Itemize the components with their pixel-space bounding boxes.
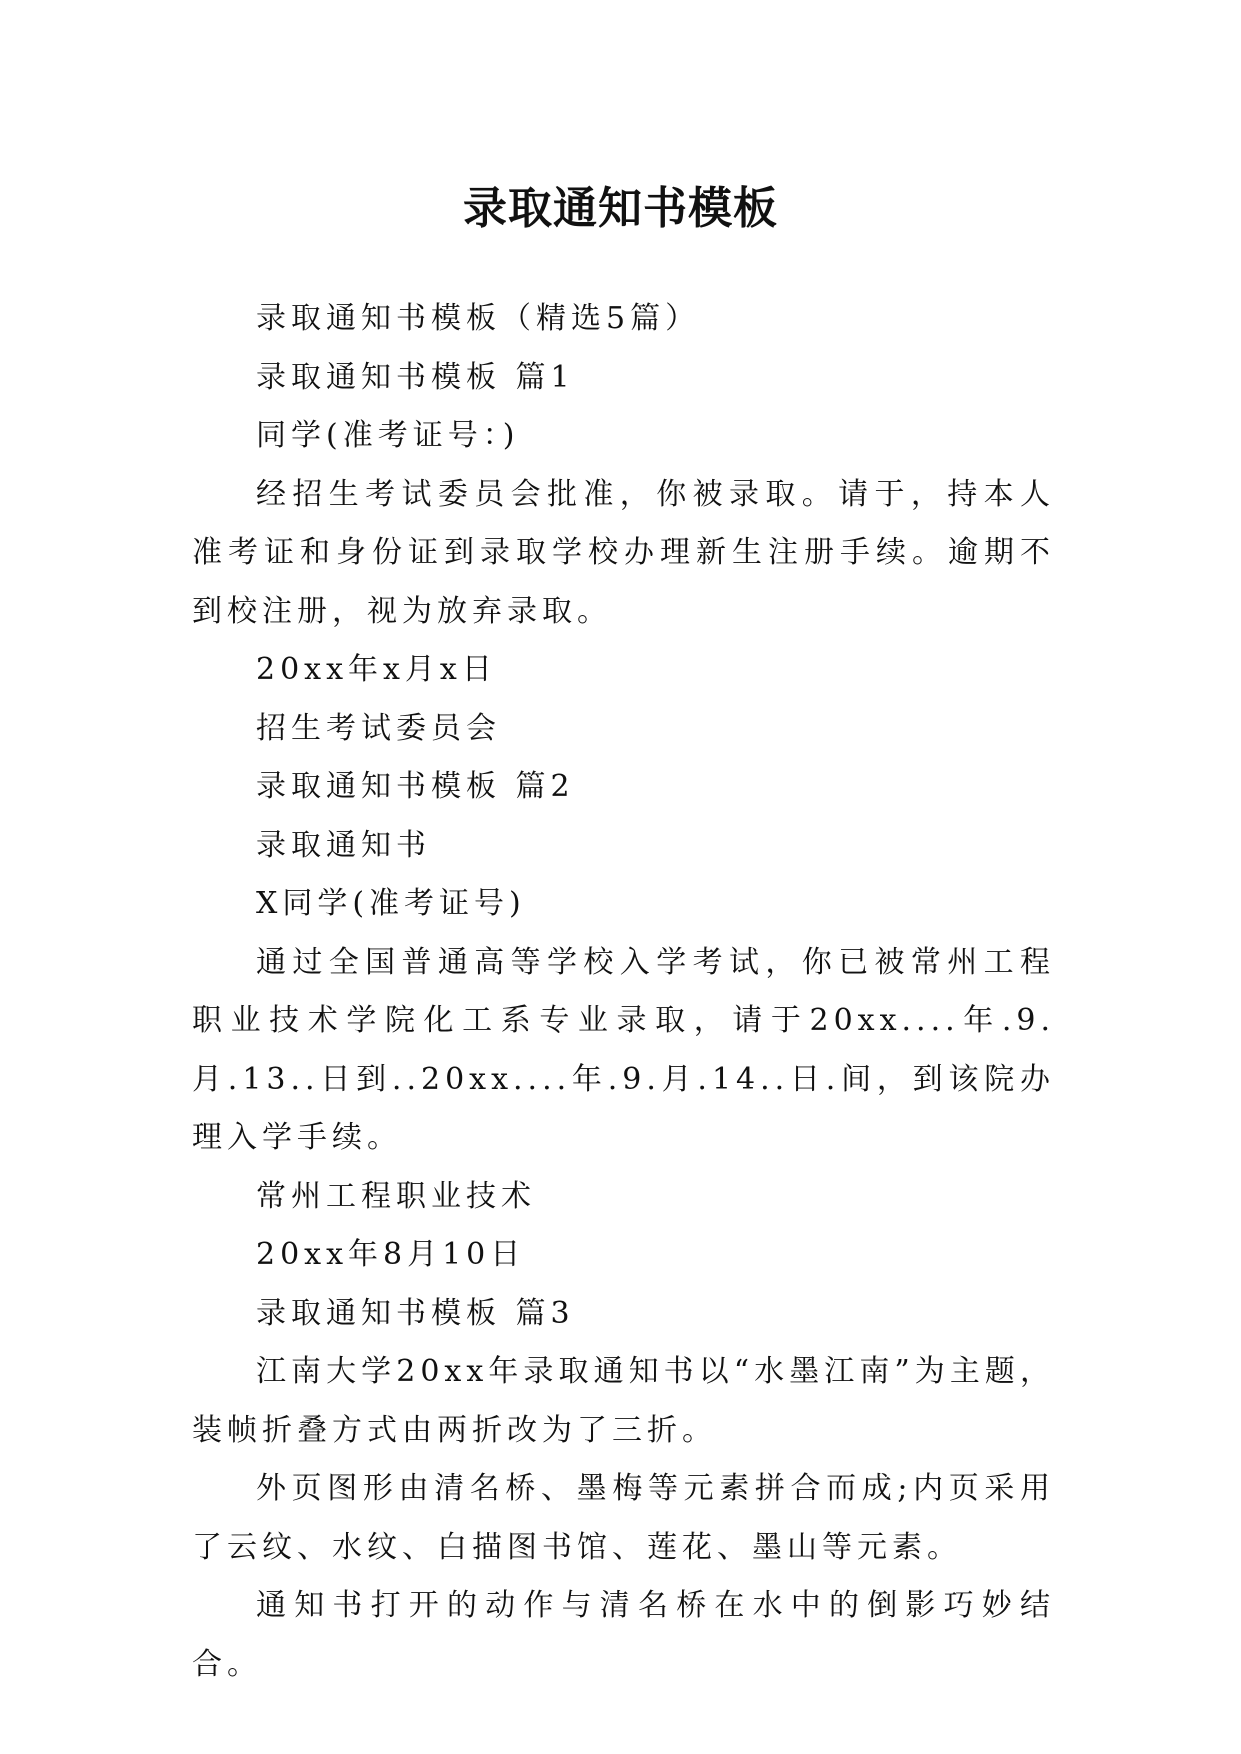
- date-line: 20xx年8月10日: [256, 1237, 526, 1272]
- paragraph: 录取通知书: [256, 827, 431, 863]
- paragraph-intro: 录取通知书模板（精选5篇）: [256, 301, 701, 336]
- paragraph: X同学(准考证号): [256, 886, 526, 921]
- paragraph: 外页图形由清名桥、墨梅等元素拼合而成;内页采用了云纹、水纹、白描图书馆、莲花、墨山等元素。: [192, 1471, 1055, 1565]
- document-body: [192, 290, 1055, 1694]
- paragraph: 通知书打开的动作与清名桥在水中的倒影巧妙结合。: [192, 1588, 1055, 1682]
- document-title: 录取通知书模板: [463, 183, 778, 235]
- section-heading-3: 录取通知书模板 篇3: [256, 1295, 575, 1331]
- paragraph: 同学(准考证号：): [256, 418, 520, 453]
- paragraph: 经招生考试委员会批准，你被录取。请于，持本人准考证和身份证到录取学校办理新生注册手续。逾期不到校注册，视为放弃录取。: [192, 476, 1055, 629]
- paragraph: 江南大学20xx年录取通知书以“水墨江南”为主题，装帧折叠方式由两折改为了三折。: [192, 1354, 1055, 1448]
- date-line: 20xx年x月x日: [256, 652, 497, 687]
- signature-line: 招生考试委员会: [256, 710, 501, 746]
- section-heading-1: 录取通知书模板 篇1: [256, 359, 575, 395]
- signature-line: 常州工程职业技术: [256, 1178, 536, 1214]
- section-heading-2: 录取通知书模板 篇2: [256, 769, 575, 804]
- paragraph: 通过全国普通高等学校入学考试，你已被常州工程职业技术学院化工系专业录取，请于20xx....年.9.月.13..日到..20xx....年.9.月.14..日.间，到该院办理入学手续。: [192, 944, 1055, 1155]
